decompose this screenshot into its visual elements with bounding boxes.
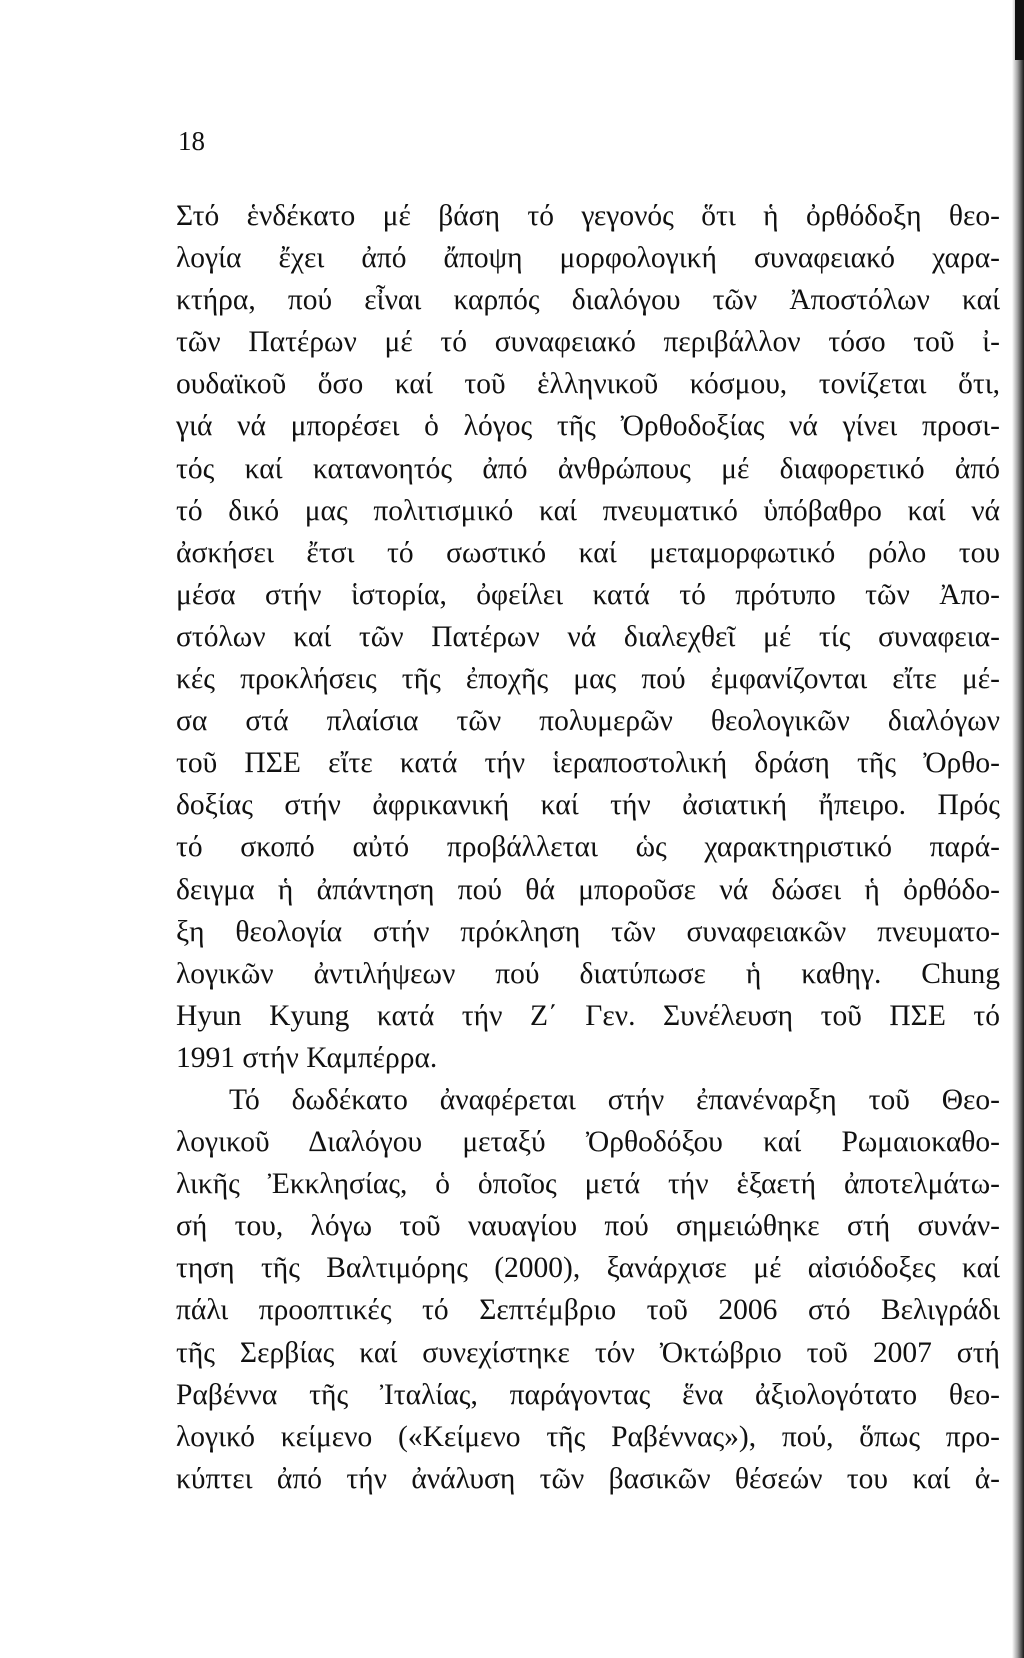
text-line: τοῦ ΠΣΕ εἴτε κατά τήν ἱεραποστολική δράση τῆς Ὀρθο- [176, 747, 1000, 780]
text-line: κτήρα, πού εἶναι καρπός διαλόγου τῶν Ἀποστόλων καί [176, 284, 1000, 317]
text-line: μέσα στήν ἱστορία, ὀφείλει κατά τό πρότυπο τῶν Ἀπο- [176, 578, 1000, 611]
text-line: τῆς Σερβίας καί συνεχίστηκε τόν Ὀκτώβριο τοῦ 2007 στή [176, 1336, 1000, 1369]
text-line: σα στά πλαίσια τῶν πολυμερῶν θεολογικῶν διαλόγων [176, 705, 1000, 738]
text-line: λογικό κείμενο («Κείμενο τῆς Ραβέννας»), πού, ὅπως προ- [176, 1420, 1000, 1453]
text-line: λογία ἔχει ἀπό ἄποψη μορφολογική συναφειακό χαρα- [176, 242, 1000, 275]
text-line: κές προκλήσεις τῆς ἐποχῆς μας πού ἐμφανίζονται εἴτε μέ- [176, 663, 1000, 696]
text-line: ἀσκήσει ἔτσι τό σωστικό καί μεταμορφωτικό ρόλο του [176, 536, 1000, 569]
text-line: δειγμα ἡ ἀπάντηση πού θά μποροῦσε νά δώσει ἡ ὀρθόδο- [176, 873, 1000, 906]
body-text [176, 195, 1000, 1500]
page-number: 18 [178, 126, 205, 156]
text-line: τό σκοπό αὐτό προβάλλεται ὡς χαρακτηριστικό παρά- [176, 831, 1000, 864]
text-line: ξη θεολογία στήν πρόκληση τῶν συναφειακῶν πνευματο- [176, 915, 1000, 948]
text-line: λογικῶν ἀντιλήψεων πού διατύπωσε ἡ καθηγ. Chung [176, 957, 1000, 990]
text-line: Hyun Kyung κατά τήν Ζ΄ Γεν. Συνέλευση τοῦ ΠΣΕ τό [176, 999, 1000, 1032]
text-line: κύπτει ἀπό τήν ἀνάλυση τῶν βασικῶν θέσεών του καί ἀ- [176, 1462, 1000, 1495]
text-line: γιά νά μπορέσει ὁ λόγος τῆς Ὀρθοδοξίας νά γίνει προσι- [176, 410, 1000, 443]
text-line: δοξίας στήν ἀφρικανική καί τήν ἀσιατική ἤπειρο. Πρός [176, 789, 1000, 822]
text-line: λογικοῦ Διαλόγου μεταξύ Ὀρθοδόξου καί Ρωμαιοκαθο- [176, 1126, 1000, 1159]
text-line: τῶν Πατέρων μέ τό συναφειακό περιβάλλον τόσο τοῦ ἰ- [176, 326, 1000, 359]
text-line: σή του, λόγω τοῦ ναυαγίου πού σημειώθηκε στή συνάν- [176, 1210, 1000, 1243]
text-line: Στό ἑνδέκατο μέ βάση τό γεγονός ὅτι ἡ ὀρθόδοξη θεο- [176, 200, 1000, 232]
text-line: λικῆς Ἐκκλησίας, ὁ ὁποῖος μετά τήν ἑξαετή ἀποτελμάτω- [176, 1168, 1000, 1201]
text-line: τός καί κατανοητός ἀπό ἀνθρώπους μέ διαφορετικό ἀπό [176, 452, 1000, 485]
page-edge-dark-corner [1015, 0, 1024, 60]
text-line: πάλι προοπτικές τό Σεπτέμβριο τοῦ 2006 στό Βελιγράδι [176, 1294, 1000, 1327]
text-line: ουδαϊκοῦ ὅσο καί τοῦ ἑλληνικοῦ κόσμου, τονίζεται ὅτι, [176, 368, 1000, 401]
text-line: τηση τῆς Βαλτιμόρης (2000), ξανάρχισε μέ αἰσιόδοξες καί [176, 1252, 1000, 1285]
text-line: στόλων καί τῶν Πατέρων νά διαλεχθεῖ μέ τίς συναφεια- [176, 620, 1000, 653]
text-line: τό δικό μας πολιτισμικό καί πνευματικό ὑπόβαθρο καί νά [176, 494, 1000, 527]
text-line: Τό δωδέκατο ἀναφέρεται στήν ἐπανέναρξη τοῦ Θεο- [229, 1083, 1000, 1116]
text-line: Ραβέννα τῆς Ἰταλίας, παράγοντας ἕνα ἀξιολογότατο θεο- [176, 1378, 1000, 1411]
page-edge-shadow [1012, 0, 1024, 1658]
text-line: 1991 στήν Καμπέρρα. [176, 1041, 438, 1074]
